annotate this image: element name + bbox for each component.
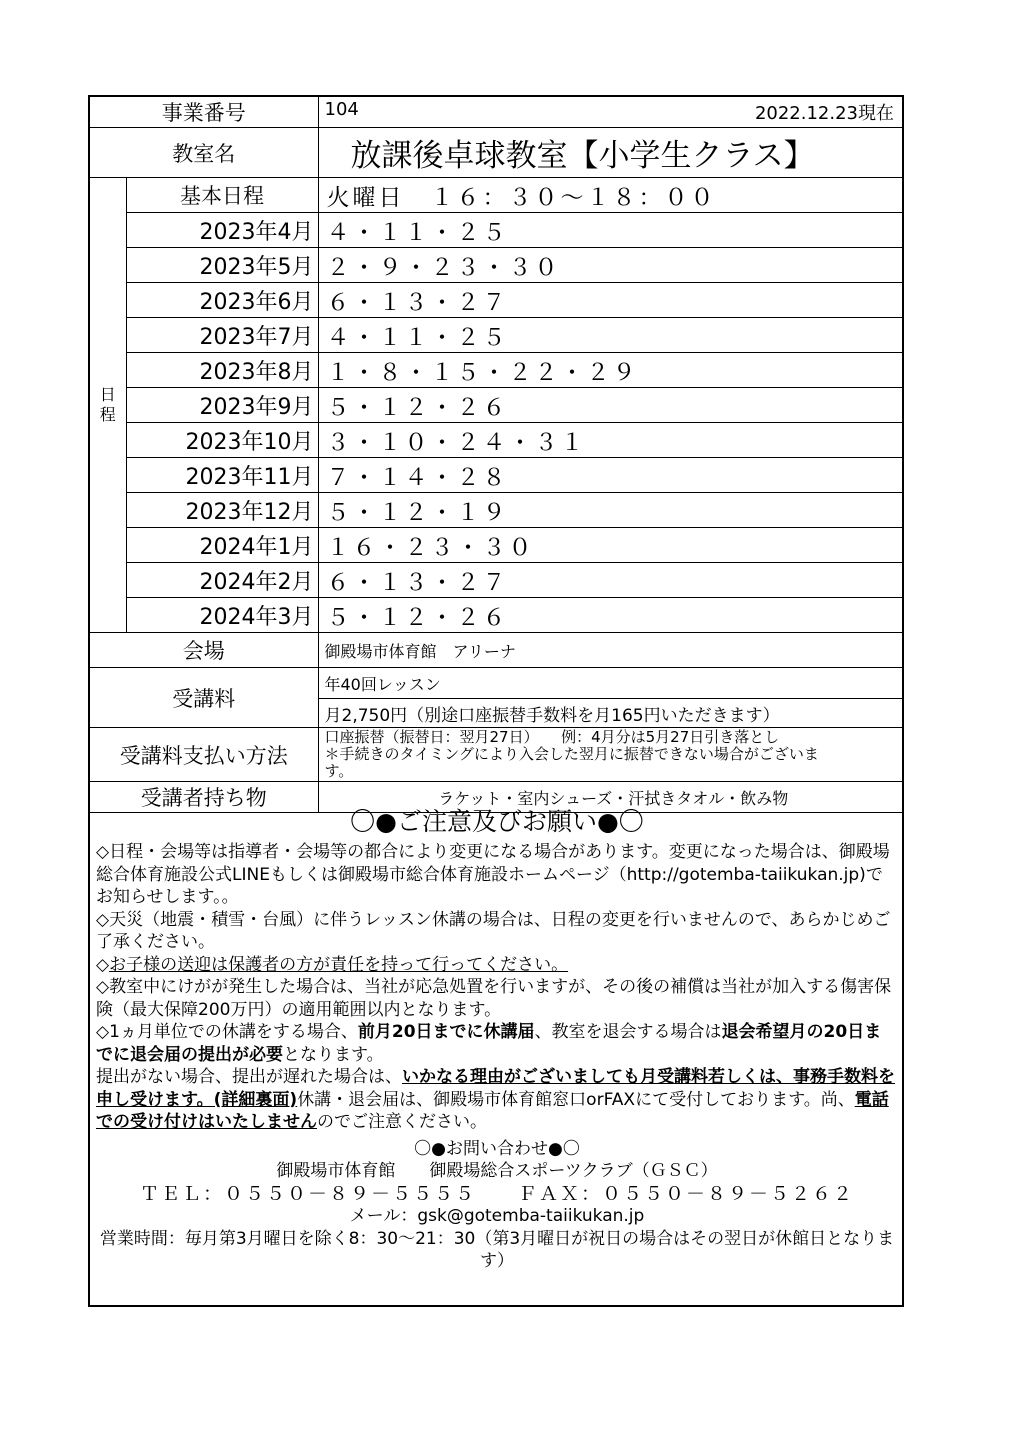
fee-label: 受講料	[90, 668, 318, 728]
notice-emphasis: 前月20日までに休講届	[357, 1022, 535, 1042]
info-sheet	[88, 95, 904, 1307]
as-of-date: 2022.12.23現在	[754, 103, 894, 124]
contact-title: 〇●お問い合わせ●〇	[414, 1138, 580, 1159]
payment-line-2: ＊手続きのタイミングにより入会した翌月に振替できない場合がございま	[324, 745, 819, 763]
payment-value	[318, 728, 902, 782]
notice-paragraph-5	[96, 1021, 898, 1066]
jigyo-number-cell	[318, 97, 902, 128]
month-days: ５・１２・２６	[318, 598, 902, 633]
contact-tel-fax: ＴＥＬ：０５５０－８９－５５５５ ＦＡＸ：０５５０－８９－５２６２	[139, 1182, 854, 1205]
month-days: ４・１１・２５	[318, 318, 902, 353]
month-days: ３・１０・２４・３１	[318, 423, 902, 458]
notice-text: 休講・退会届は、御殿場市体育館窓口orFAXにて受付しております。尚、	[297, 1089, 855, 1110]
payment-line-1: 口座振替（振替日：翌月27日） 例：4月分は5月27日引き落とし	[324, 728, 780, 746]
notice-title: 〇●ご注意及びお願い●〇	[350, 807, 644, 836]
month-days: ５・１２・１９	[318, 493, 902, 528]
month-days: ４・１１・２５	[318, 213, 902, 248]
month-days: ５・１２・２６	[318, 388, 902, 423]
fee-lessons: 年40回レッスン	[318, 668, 902, 699]
class-name-label: 教室名	[90, 128, 318, 178]
month-label: 2023年10月	[126, 423, 318, 458]
notice-text: となります。	[283, 1044, 384, 1065]
payment-label: 受講料支払い方法	[90, 728, 318, 782]
belongings-value: ラケット・室内シューズ・汗拭きタオル・飲み物	[318, 782, 902, 813]
month-label: 2024年1月	[126, 528, 318, 563]
notice-paragraph-3	[96, 954, 898, 977]
notice-bullet: ◇	[96, 954, 110, 975]
month-days: ２・９・２３・３０	[318, 248, 902, 283]
side-label-char-1: 日	[99, 385, 116, 404]
contact-hours: 営業時間：毎月第3月曜日を除く8：30～21：30（第3月曜日が祝日の場合はその翌日が休館日となります）	[99, 1228, 895, 1271]
venue-value: 御殿場市体育館 アリーナ	[318, 633, 902, 668]
month-days: １６・２３・３０	[318, 528, 902, 563]
month-label: 2023年12月	[126, 493, 318, 528]
month-label: 2023年6月	[126, 283, 318, 318]
fee-monthly: 月2,750円（別途口座振替手数料を月165円いただきます）	[318, 699, 902, 728]
notice-text: 、教室を退会する場合は	[534, 1022, 722, 1042]
notice-text: のでご注意ください。	[317, 1112, 487, 1132]
class-name: 放課後卓球教室【小学生クラス】	[318, 128, 902, 178]
basic-schedule-value: 火曜日 １６：３０～１８：００	[318, 178, 902, 213]
month-label: 2023年9月	[126, 388, 318, 423]
notice-emphasis: 退会希望月の20日までに退会届の提出が必要	[96, 1022, 882, 1065]
month-label: 2023年4月	[126, 213, 318, 248]
month-label: 2023年11月	[126, 458, 318, 493]
class-info-table	[90, 97, 902, 813]
notice-paragraph-2: ◇天災（地震・積雪・台風）に伴うレッスン休講の場合は、日程の変更を行いませんので、あらかじめご了承ください。	[96, 909, 891, 952]
jigyo-number: 104	[324, 99, 359, 120]
notice-text: ◇1ヵ月単位での休講をする場合、	[96, 1022, 358, 1042]
contact-section	[96, 1138, 898, 1273]
month-label: 2023年5月	[126, 248, 318, 283]
notice-pickup-text: お子様の送迎は保護者の方が責任を持って行ってください。	[109, 954, 569, 975]
venue-label: 会場	[90, 633, 318, 668]
notice-section	[90, 807, 902, 1273]
month-days: ６・１３・２７	[318, 283, 902, 318]
contact-email: メール：gsk@gotemba-taiikukan.jp	[349, 1206, 645, 1226]
notice-paragraph-4: ◇教室中にけがが発生した場合は、当社が応急処置を行いますが、その後の補償は当社が加入する傷害保険（最大保障200万円）の適用範囲以内となります。	[96, 977, 892, 1020]
month-label: 2024年3月	[126, 598, 318, 633]
contact-organization: 御殿場市体育館 御殿場総合スポーツクラブ（ＧＳＣ）	[276, 1161, 718, 1181]
month-days: １・８・１５・２２・２９	[318, 353, 902, 388]
notice-emphasis: いかなる理由がございましても月受講料若しくは、事務手数料を申し受けます。(詳細裏面)	[96, 1067, 895, 1110]
notice-paragraph-1: ◇日程・会場等は指導者・会場等の都合により変更になる場合があります。変更になった場合は、御殿場総合体育施設公式LINEもしくは御殿場市総合体育施設ホームページ（http://gotemba-taiikukan.jp)でお知らせします。。	[96, 842, 890, 907]
notice-emphasis: 電話での受け付けはいたしません	[96, 1089, 889, 1132]
payment-line-3: す。	[324, 762, 354, 780]
month-days: ６・１３・２７	[318, 563, 902, 598]
basic-schedule-label: 基本日程	[126, 178, 318, 213]
month-label: 2024年2月	[126, 563, 318, 598]
month-label: 2023年7月	[126, 318, 318, 353]
jigyo-number-label: 事業番号	[90, 97, 318, 128]
belongings-label: 受講者持ち物	[90, 782, 318, 813]
side-label-char-2: 程	[99, 405, 116, 424]
month-days: ７・１４・２８	[318, 458, 902, 493]
schedule-side-label	[90, 178, 126, 633]
notice-paragraph-6	[96, 1066, 898, 1134]
notice-text: 提出がない場合、提出が遅れた場合は、	[96, 1067, 402, 1087]
month-label: 2023年8月	[126, 353, 318, 388]
